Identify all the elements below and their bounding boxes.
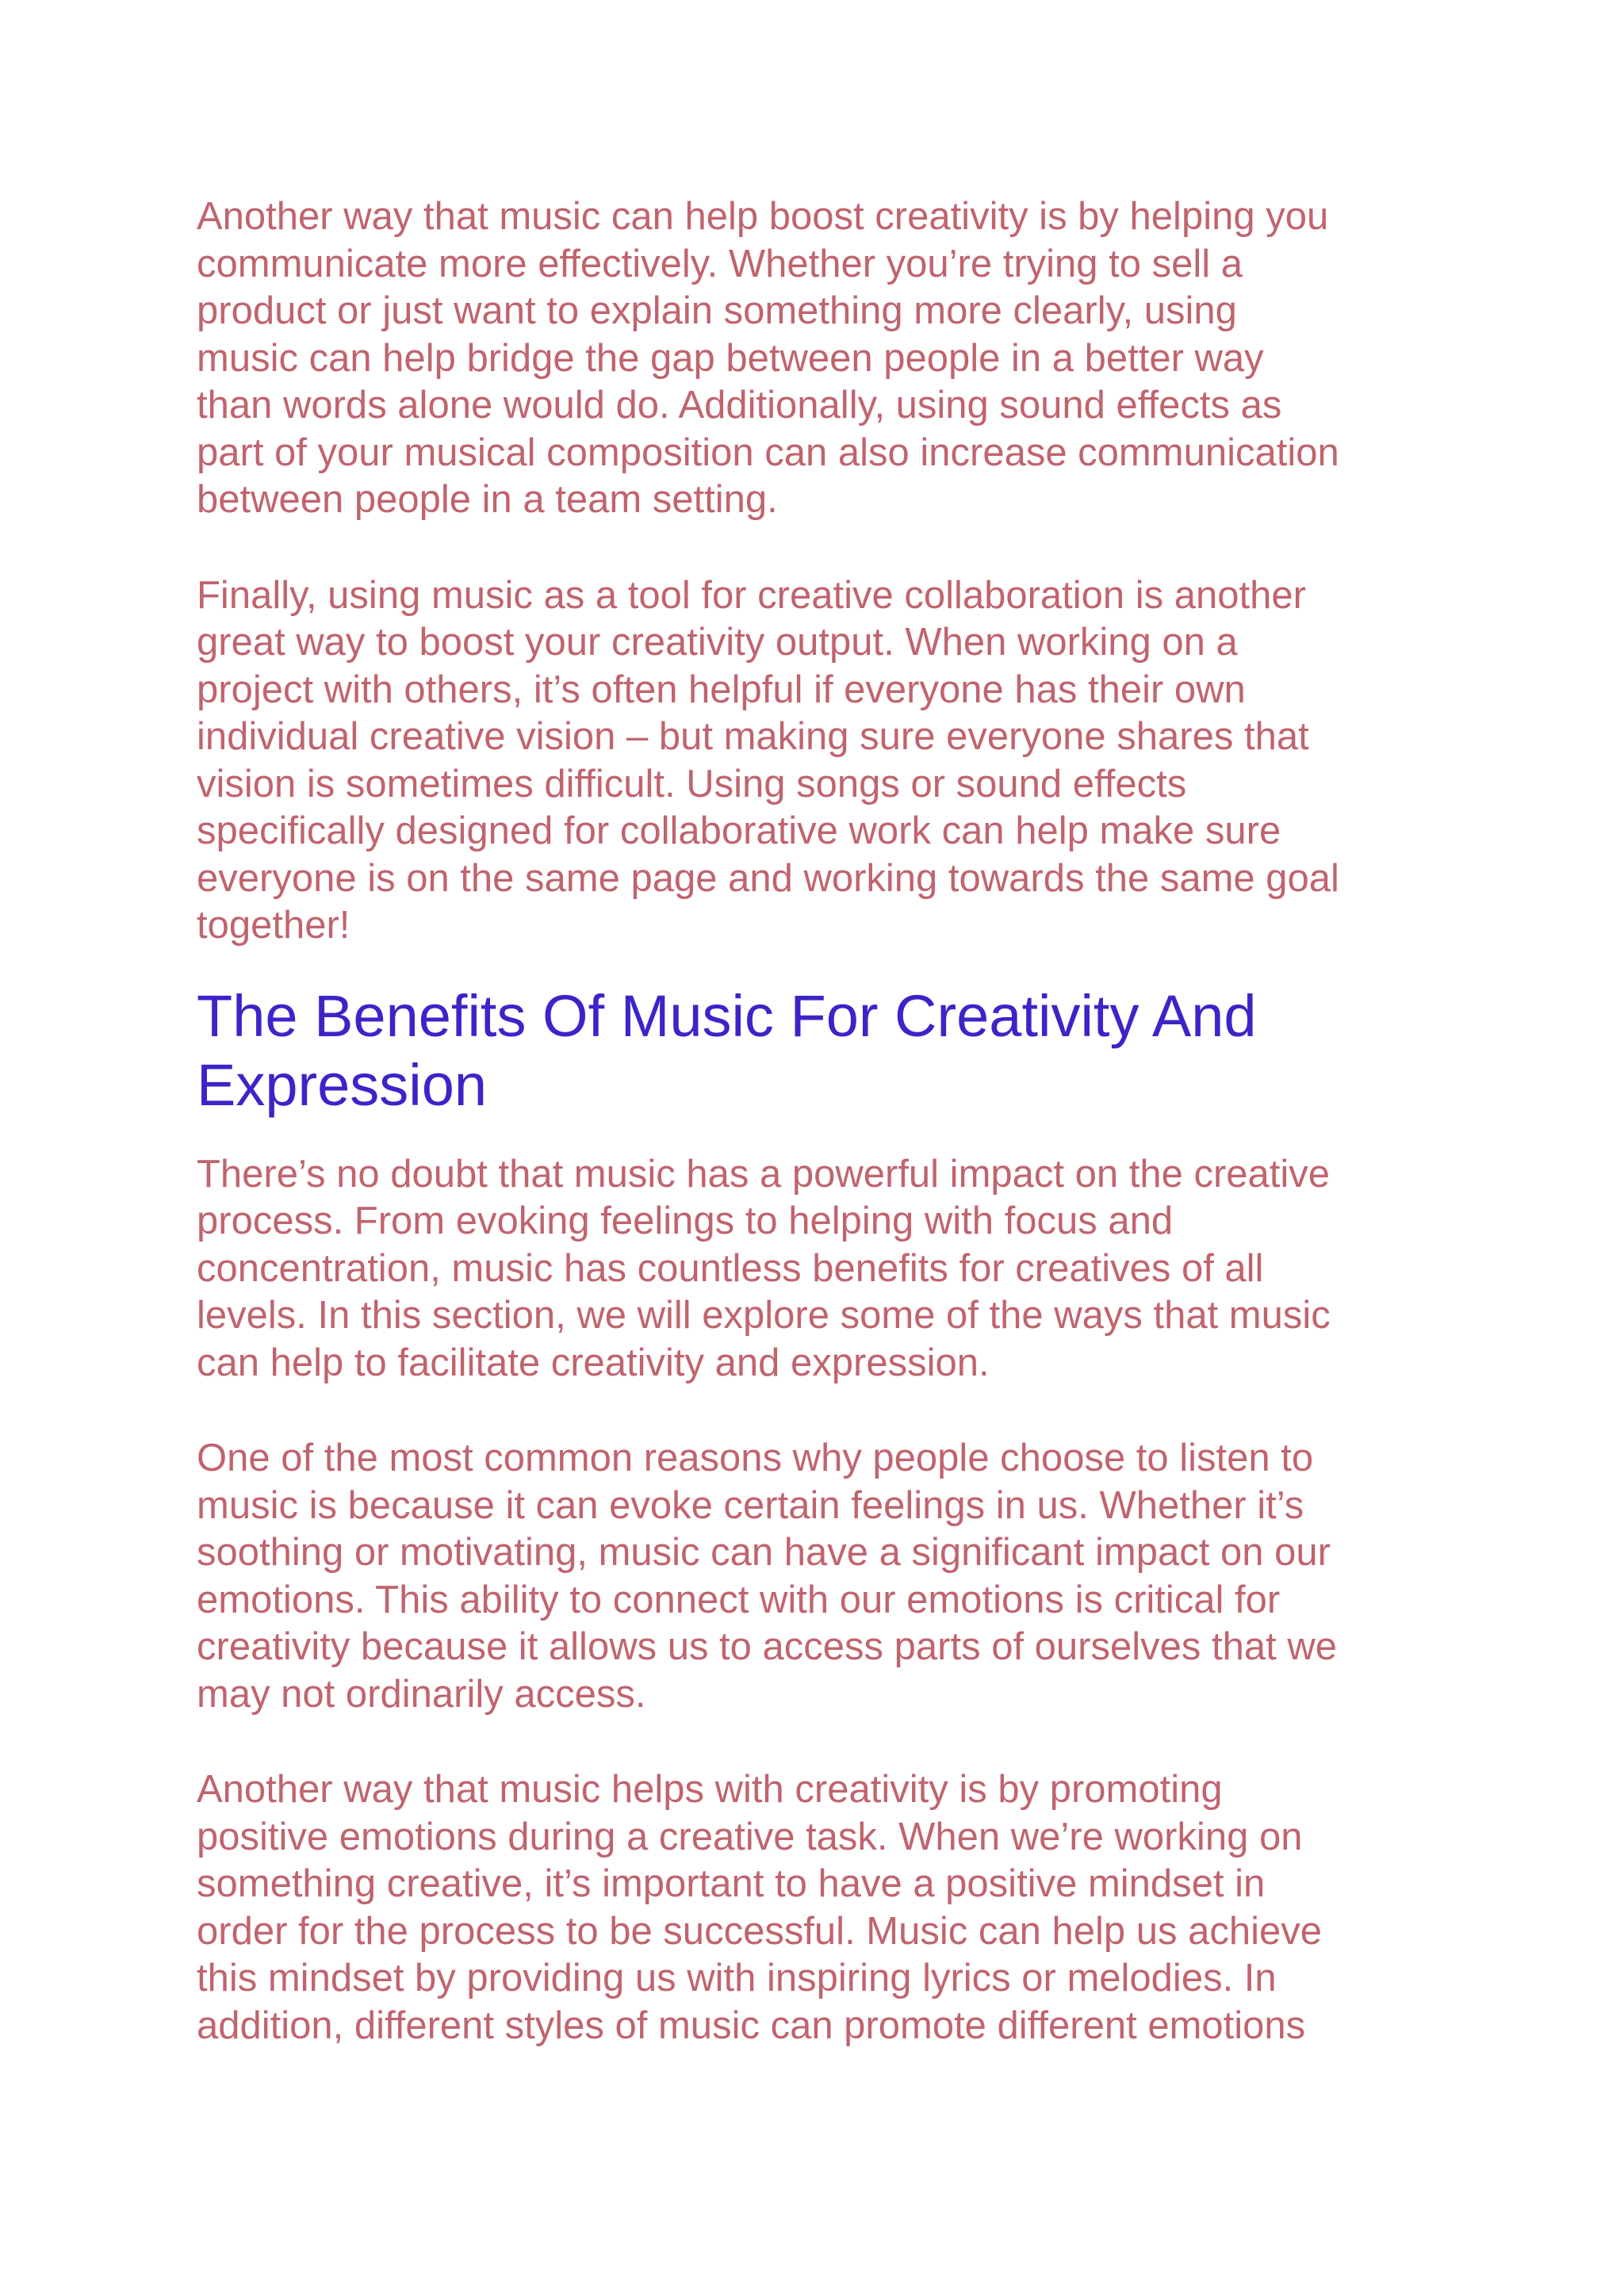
text-line: levels. In this section, we will explore some of the ways that music — [197, 1294, 1331, 1337]
text-line: part of your musical composition can also increase communication — [197, 430, 1339, 474]
text-line: addition, different styles of music can promote different emotions — [197, 2003, 1306, 2047]
text-line: soothing or motivating, music can have a significant impact on our — [197, 1531, 1331, 1574]
paragraph-positive-emotions — [197, 1766, 1434, 2049]
text-line: great way to boost your creativity output. When working on a — [197, 621, 1238, 664]
text-line: communicate more effectively. Whether you’re trying to sell a — [197, 242, 1243, 285]
heading-spacer-top — [197, 950, 1434, 982]
text-line: together! — [197, 904, 350, 947]
text-line: between people in a team setting. — [197, 478, 778, 521]
text-line: order for the process to be successful. Music can help us achieve — [197, 1909, 1322, 1953]
text-line: concentration, music has countless benefits for creatives of all — [197, 1246, 1264, 1290]
paragraph-spacer — [197, 1718, 1434, 1766]
text-line: music can help bridge the gap between people in a better way — [197, 336, 1264, 380]
text-line: There’s no doubt that music has a powerful impact on the creative — [197, 1152, 1331, 1196]
heading-line: The Benefits Of Music For Creativity And — [197, 982, 1257, 1049]
text-line: than words alone would do. Additionally, using sound effects as — [197, 384, 1282, 427]
heading-spacer-bottom — [197, 1119, 1434, 1151]
paragraph-spacer — [197, 1387, 1434, 1435]
text-line: Finally, using music as a tool for creative collaboration is another — [197, 573, 1306, 617]
paragraph-impact — [197, 1151, 1434, 1387]
page-content — [197, 193, 1434, 2049]
text-line: emotions. This ability to connect with our emotions is critical for — [197, 1578, 1281, 1621]
heading-line: Expression — [197, 1051, 488, 1118]
text-line: Another way that music can help boost creativity is by helping you — [197, 195, 1329, 238]
text-line: something creative, it’s important to have a positive mindset in — [197, 1862, 1266, 1905]
text-line: can help to facilitate creativity and expression. — [197, 1341, 990, 1384]
section-heading — [197, 982, 1434, 1119]
text-line: Another way that music helps with creativity is by promoting — [197, 1768, 1223, 1811]
text-line: everyone is on the same page and working towards the same goal — [197, 856, 1339, 900]
text-line: creativity because it allows us to access parts of ourselves that we — [197, 1625, 1337, 1668]
paragraph-spacer — [197, 524, 1434, 572]
paragraph-collaboration — [197, 572, 1434, 950]
text-line: may not ordinarily access. — [197, 1672, 646, 1716]
text-line: specifically designed for collaborative work can help make sure — [197, 809, 1281, 852]
text-line: project with others, it’s often helpful if everyone has their own — [197, 668, 1246, 711]
text-line: process. From evoking feelings to helping with focus and — [197, 1200, 1174, 1242]
paragraph-feelings — [197, 1435, 1434, 1718]
paragraph-communication — [197, 193, 1434, 524]
text-line: One of the most common reasons why people choose to listen to — [197, 1437, 1314, 1479]
text-line: vision is sometimes difficult. Using songs or sound effects — [197, 762, 1187, 806]
text-line: positive emotions during a creative task. When we’re working on — [197, 1815, 1303, 1858]
text-line: product or just want to explain something more clearly, using — [197, 289, 1237, 332]
text-line: individual creative vision – but making sure everyone shares that — [197, 715, 1309, 758]
text-line: this mindset by providing us with inspiring lyrics or melodies. In — [197, 1957, 1277, 1999]
text-line: music is because it can evoke certain feelings in us. Whether it’s — [197, 1483, 1304, 1527]
